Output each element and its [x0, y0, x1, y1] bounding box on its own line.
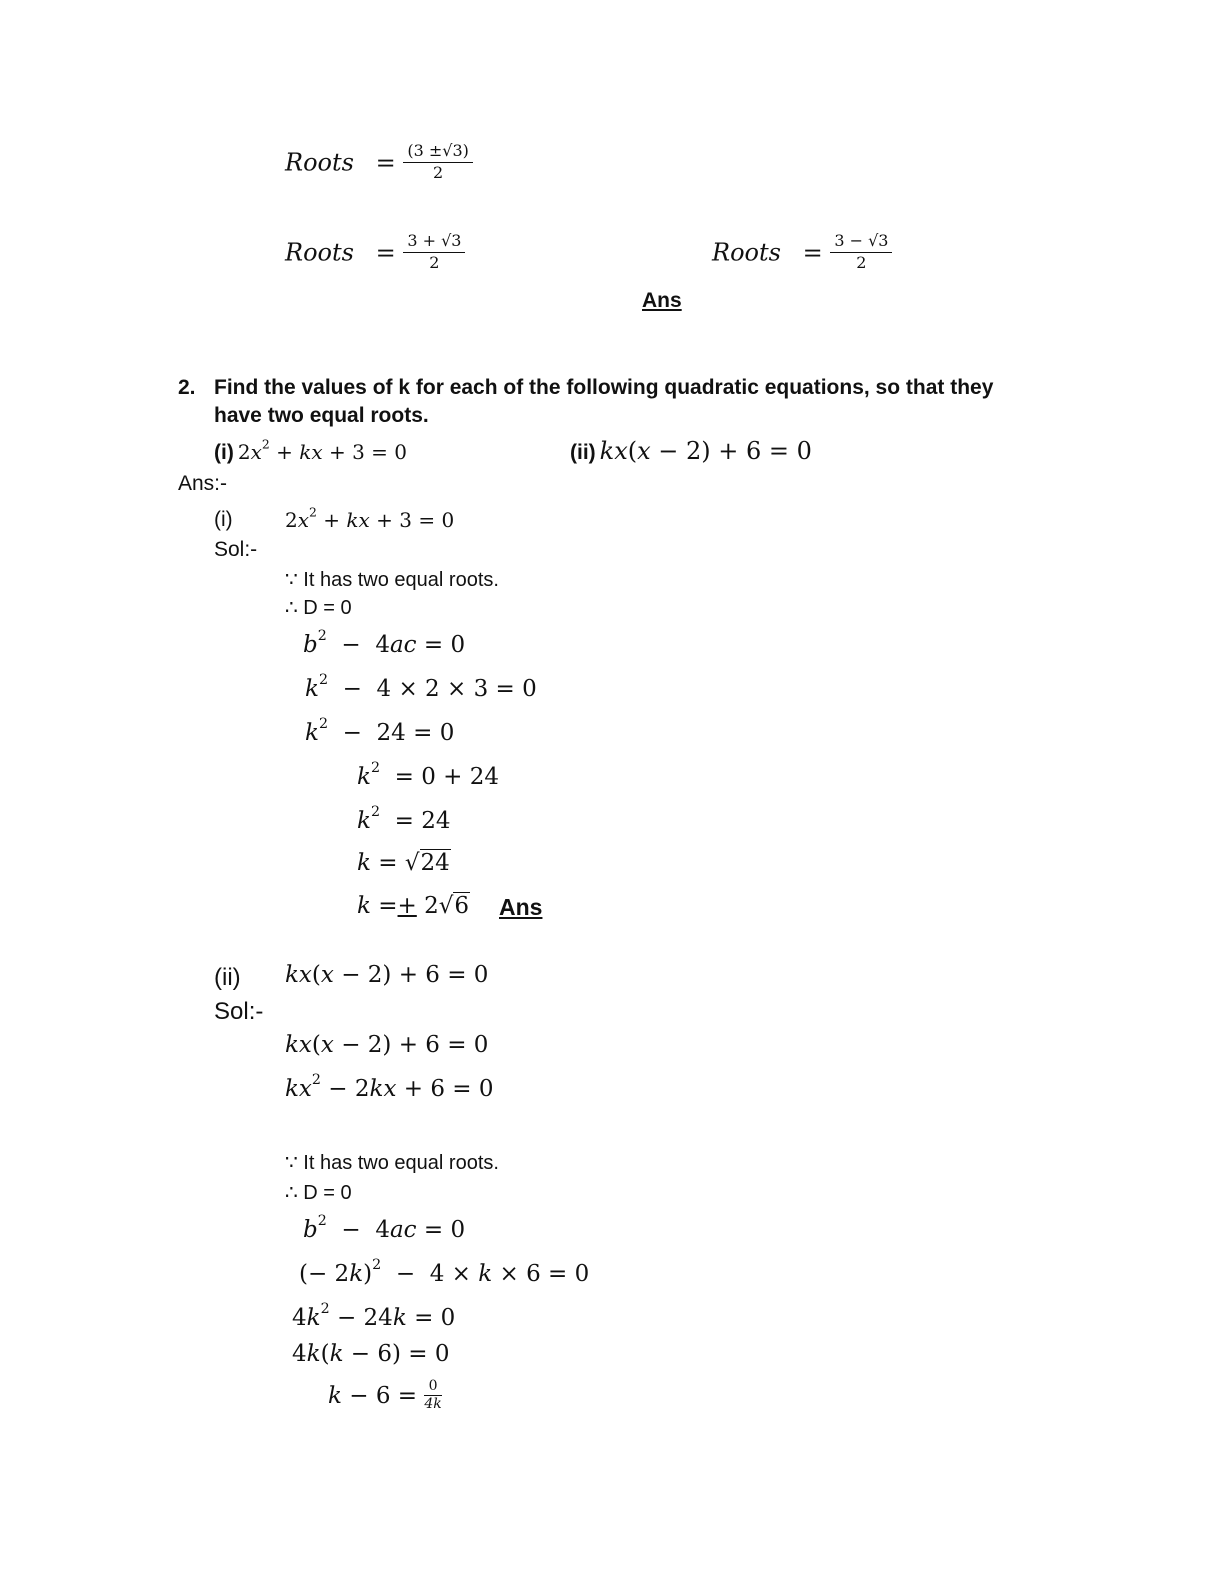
question-part-ii-equation: kx(x − 2) + 6 = 0	[599, 437, 812, 465]
part-i-therefore: ∴ D = 0	[285, 597, 352, 619]
part-i-equation: $2x^2$ + kx + 3 = 0	[285, 504, 455, 532]
part-ii-therefore: ∴ D = 0	[285, 1182, 352, 1204]
roots-plus: Roots = $\frac{3 + √3}{2}$	[285, 233, 465, 275]
answer-label: Ans:-	[178, 472, 228, 495]
part-ii-step-2: (− 2k)$^2$ − 4 × k × 6 = 0	[299, 1256, 590, 1287]
roots-ans-label: Ans	[642, 289, 682, 312]
part-ii-step-5-fraction: $\frac{0}{4k}$	[424, 1378, 442, 1412]
roots-minus: Roots = $\frac{3 - √3}{2}$	[712, 233, 892, 275]
part-i-sol-label: Sol:-	[214, 538, 258, 561]
part-i-step-6: k = √24	[357, 850, 450, 876]
roots-fraction: $\frac{3 - √3}{2}$	[830, 231, 892, 273]
part-i-label: (i)	[214, 508, 233, 531]
part-ii-step-3: $4k^2 - 24k = 0$	[292, 1300, 456, 1331]
part-i-step-1: $b^2 - 4ac = 0$	[303, 627, 466, 658]
question-part-ii: (ii) kx(x − 2) + 6 = 0	[570, 437, 812, 465]
part-ii-expand-2: $kx^2 - 2kx + 6 = 0$	[285, 1071, 494, 1102]
part-i-step-5: $k^2 = 24$	[357, 803, 451, 834]
part-ii-expand-1: kx(x − 2) + 6 = 0	[285, 1032, 489, 1058]
part-i-step-2: $k^2 - 4 \times 2 \times 3 = 0$	[305, 671, 537, 702]
part-ii-sol-label: Sol:-	[214, 998, 264, 1025]
question-part-i-equation: $2x^2$ + kx + 3 = 0	[237, 436, 408, 464]
part-ii-because: ∵ It has two equal roots.	[285, 1152, 499, 1174]
question-part-i: (i) $2x^2$ + kx + 3 = 0	[214, 436, 408, 464]
part-ii-equation: kx(x − 2) + 6 = 0	[285, 962, 489, 988]
part-i-step-3: $k^2 - 24 = 0$	[305, 715, 455, 746]
question-number: 2.	[178, 376, 196, 399]
part-ii-label: (ii)	[214, 964, 241, 991]
roots-fraction: $\frac{3 + √3}{2}$	[403, 231, 465, 273]
roots-label: Roots	[285, 148, 354, 177]
question-text-line1: Find the values of k for each of the following quadratic equations, so that they	[214, 376, 994, 399]
part-i-ans-label: Ans	[499, 894, 543, 920]
part-ii-step-1: $b^2 - 4ac = 0$	[303, 1212, 466, 1243]
roots-label: Roots	[285, 238, 354, 267]
part-ii-step-4: 4k(k − 6) = 0	[292, 1341, 450, 1367]
part-i-step-4: $k^2 = 0 + 24$	[357, 759, 500, 790]
part-ii-step-5: k − 6 = $\frac{0}{4k}$	[328, 1378, 442, 1412]
part-i-step-7: k =+ 2√6	[357, 893, 470, 919]
question-text-line2: have two equal roots.	[214, 404, 429, 427]
roots-fraction: $\frac{(3 \pm√3)}{2}$	[403, 141, 473, 183]
roots-combined: Roots = $\frac{(3 \pm√3)}{2}$	[285, 143, 473, 185]
part-i-because: ∵ It has two equal roots.	[285, 569, 499, 591]
roots-label: Roots	[712, 238, 781, 267]
